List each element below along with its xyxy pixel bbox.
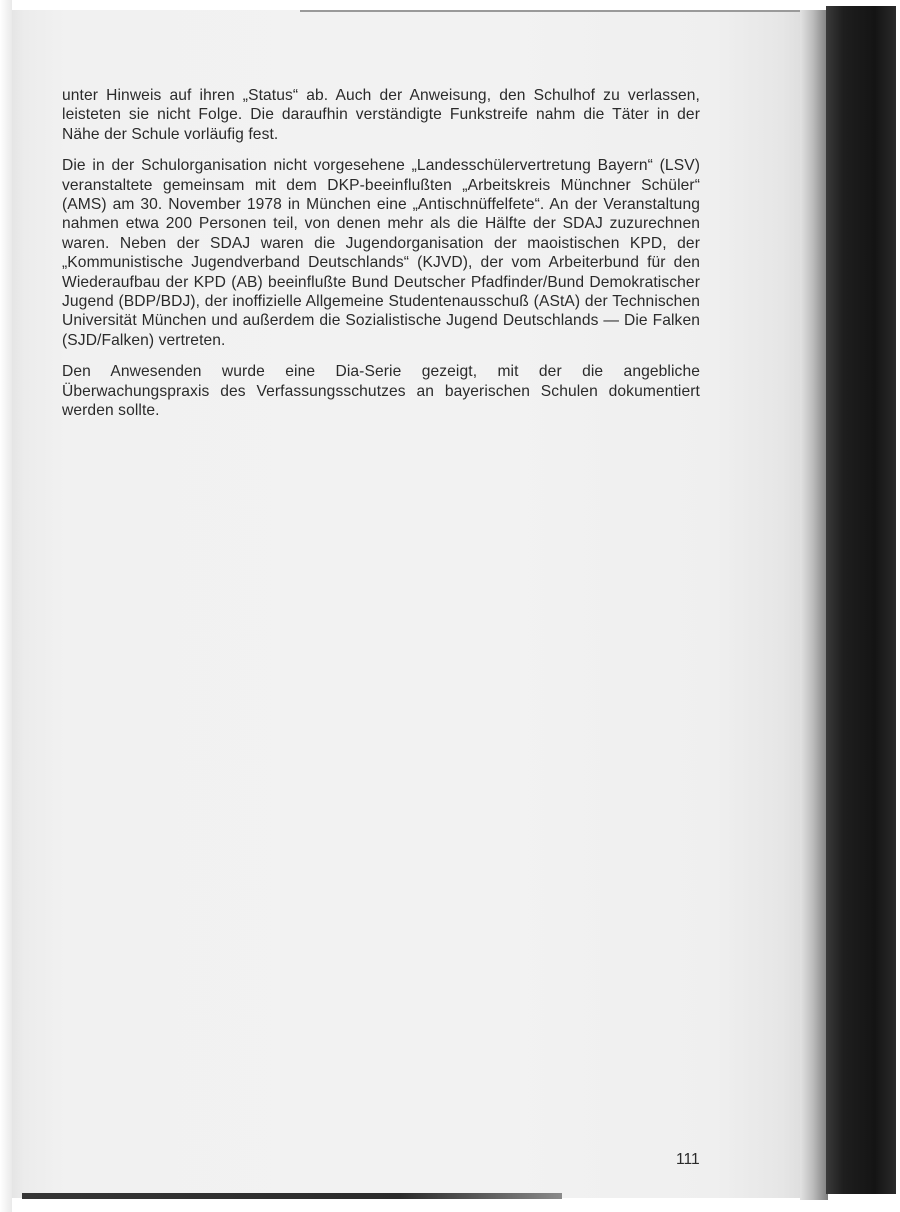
- body-text: [62, 86, 700, 433]
- top-page-edge: [300, 10, 820, 12]
- paragraph-2: Die in der Schulorganisation nicht vorgesehene „Landesschülervertretung Bayern“ (LSV) veranstaltete gemeinsam mit dem DKP-beeinflußten „Arbeitskreis Münchner Schüler“ (AMS) am 30. November 1978 in München eine „Antischnüffelfete“. An der Veranstaltung nahmen etwa 200 Personen teil, von denen mehr als die Hälfte der SDAJ zuzurechnen waren. Neben der SDAJ waren die Jugendorganisation der maoistischen KPD, der „Kommunistische Jugendverband Deutschlands“ (KJVD), der vom Arbeiterbund für den Wiederaufbau der KPD (AB) beeinflußte Bund Deutscher Pfadfinder/Bund Demokratischer Jugend (BDP/BDJ), der inoffizielle Allgemeine Studentenausschuß (AStA) der Technischen Universität München und außerdem die Sozialistische Jugend Deutschlands — Die Falken (SJD/Falken) vertreten.: [62, 157, 700, 349]
- bottom-page-edge: [22, 1193, 562, 1199]
- page-number: 111: [676, 1151, 700, 1168]
- book-binding-edge: [826, 6, 896, 1194]
- paragraph-1: unter Hinweis auf ihren „Status“ ab. Auch der Anweisung, den Schulhof zu verlassen, leisteten sie nicht Folge. Die daraufhin verständigte Funkstreife nahm die Täter in der Nähe der Schule vorläufig fest.: [62, 87, 700, 143]
- paragraph-3: Den Anwesenden wurde eine Dia-Serie gezeigt, mit der die angebliche Überwachungspraxis des Verfassungsschutzes an bayerischen Schulen dokumentiert werden sollte.: [62, 363, 700, 420]
- left-page-edge: [0, 0, 12, 1212]
- binding-shadow: [800, 10, 828, 1200]
